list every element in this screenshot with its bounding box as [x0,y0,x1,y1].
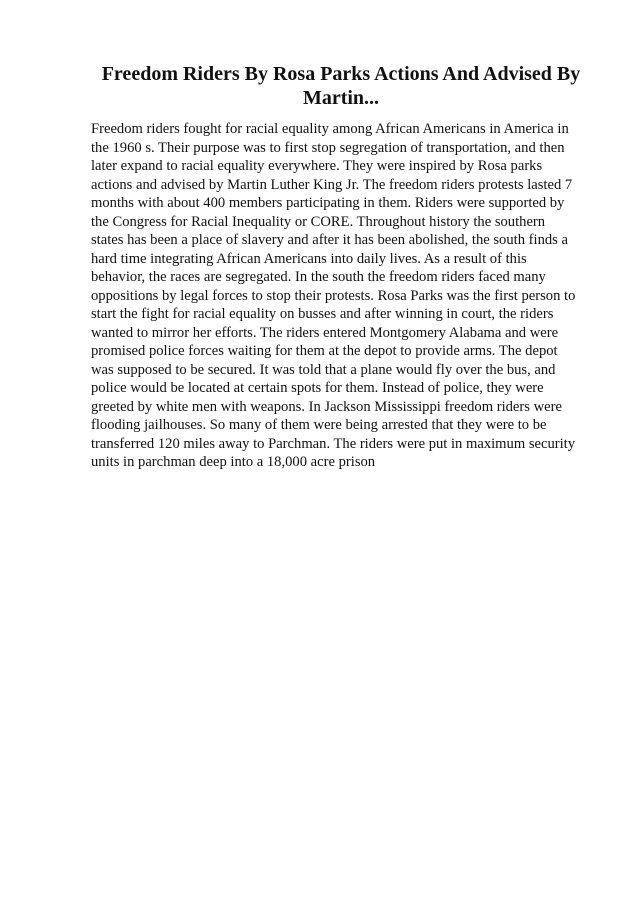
body-line: later expand to racial equality everywhere. They were inspired by Rosa parks [91,158,543,174]
body-line: the Congress for Racial Inequality or CORE. Throughout history the southern [91,213,546,230]
body-line: was supposed to be secured. It was told that a plane would fly over the bus, and [91,361,556,378]
body-line: the 1960 s. Their purpose was to first stop segregation of transportation, and then [91,139,565,156]
body-line: Freedom riders fought for racial equality among African Americans in America in [91,121,569,137]
body-line: greeted by white men with weapons. In Jackson Mississippi freedom riders were [91,398,562,415]
body-line: units in parchman deep into a 18,000 acre prison [91,454,376,470]
body-line: flooding jailhouses. So many of them were being arrested that they were to be [91,417,547,433]
body-line: transferred 120 miles away to Parchman. The riders were put in maximum security [91,435,576,452]
body-line: hard time integrating African Americans into daily lives. As a result of this [91,250,527,267]
body-line: states has been a place of slavery and after it has been abolished, the south finds a [91,232,568,248]
body-line: start the fight for racial equality on busses and after winning in court, the riders [91,306,554,322]
document-body [91,120,578,472]
body-line: oppositions by legal forces to stop their protests. Rosa Parks was the first person to [91,287,576,304]
body-line: wanted to mirror her efforts. The riders entered Montgomery Alabama and were [91,324,559,341]
document-title: Freedom Riders By Rosa Parks Actions And Advised By Martin... [101,63,581,109]
body-line: promised police forces waiting for them at the depot to provide arms. The depot [91,343,558,359]
body-line: police would be located at certain spots for them. Instead of police, they were [91,380,544,396]
body-line: actions and advised by Martin Luther King Jr. The freedom riders protests lasted 7 [91,176,573,193]
body-line: months with about 400 members participating in them. Riders were supported by [91,195,565,211]
body-line: behavior, the races are segregated. In the south the freedom riders faced many [91,269,546,285]
